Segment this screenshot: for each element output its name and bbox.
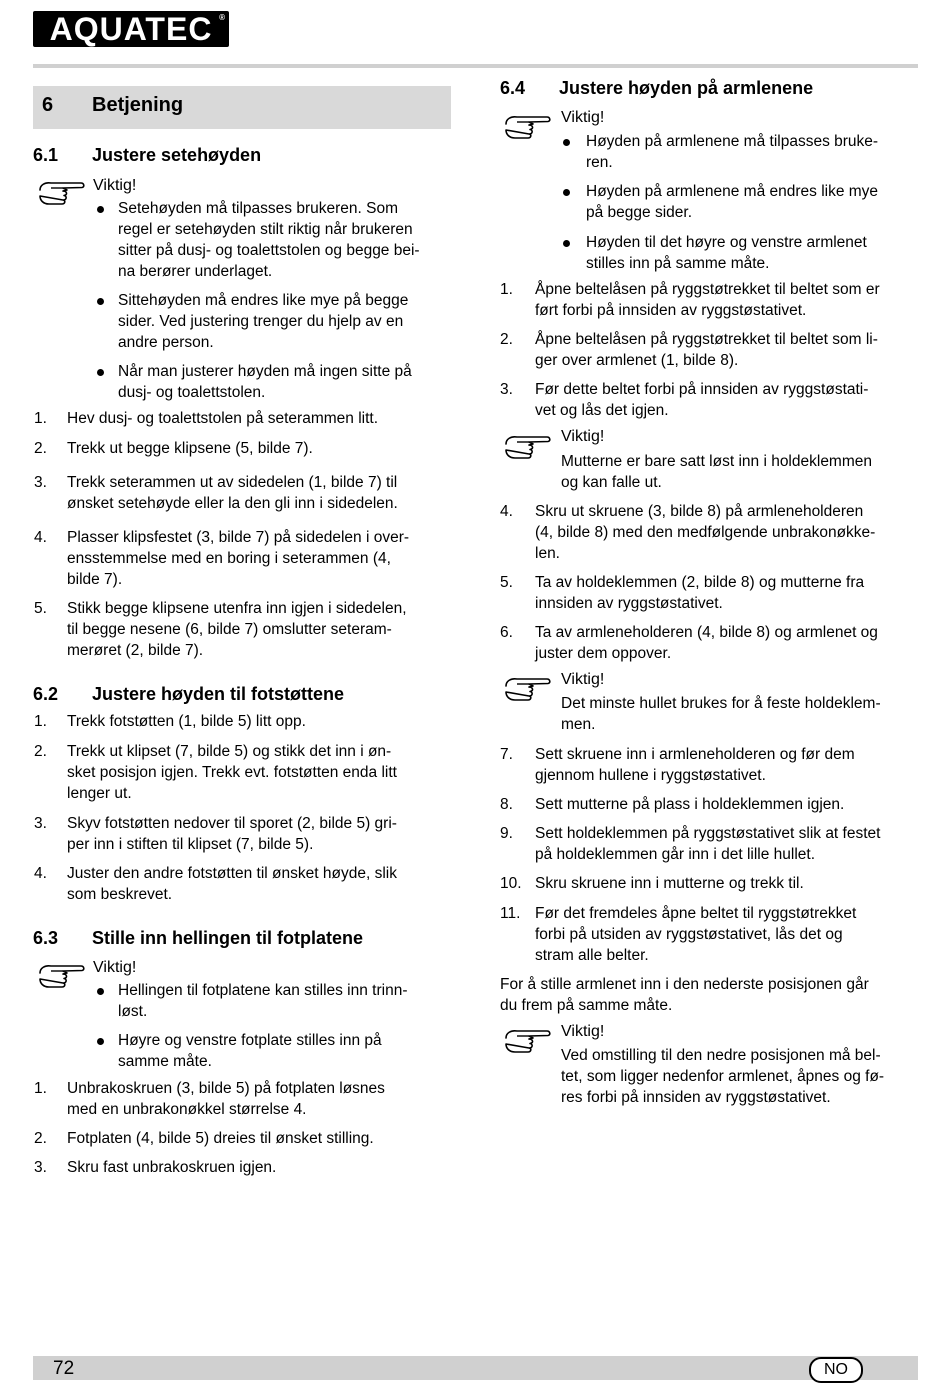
page-number: 72 xyxy=(53,1358,75,1379)
section-number: 6.4 xyxy=(500,78,526,98)
pointing-hand-icon xyxy=(503,112,553,142)
bullet-icon xyxy=(563,240,570,247)
section-number: 6.1 xyxy=(33,145,59,165)
language-badge: NO xyxy=(809,1357,863,1383)
step-number: 2. xyxy=(34,440,47,457)
step-text: Stikk begge klipsene utenfra inn igjen i sidedelen, til begge nesene (6, bilde 7) omslutter seteram- merøret (2, bilde 7). xyxy=(67,600,407,659)
step-text: Hev dusj- og toalettstolen på seterammen litt. xyxy=(67,410,379,427)
step-number: 10. xyxy=(500,875,522,892)
note-bullet: Høyden på armlenene må endres like mye på begge sider. xyxy=(586,183,879,221)
pointing-hand-icon xyxy=(37,178,87,208)
step-text: Skru fast unbrakoskruen igjen. xyxy=(67,1159,277,1176)
step-text: Ta av holdeklemmen (2, bilde 8) og mutterne fra innsiden av ryggstøstativet. xyxy=(535,574,865,612)
step-number: 1. xyxy=(34,410,47,427)
step-number: 4. xyxy=(34,529,47,546)
step-number: 3. xyxy=(34,815,47,832)
note-label: Viktig! xyxy=(93,959,137,976)
section-title: Stille inn hellingen til fotplatene xyxy=(92,928,364,948)
step-text: Før dette beltet forbi på innsiden av ryggstøstati- vet og lås det igjen. xyxy=(535,381,869,419)
note-text: Det minste hullet brukes for å feste holdeklem- men. xyxy=(561,695,881,733)
section-number: 6.3 xyxy=(33,928,59,948)
pointing-hand-icon xyxy=(37,961,87,991)
step-number: 5. xyxy=(34,600,47,617)
step-text: Skru skruene inn i mutterne og trekk til. xyxy=(535,875,804,892)
step-number: 9. xyxy=(500,825,513,842)
step-number: 4. xyxy=(34,865,47,882)
section-title: Justere setehøyden xyxy=(92,145,262,165)
note-bullet: Når man justerer høyden må ingen sitte på dusj- og toalettstolen. xyxy=(118,363,412,401)
step-text: Juster den andre fotstøtten til ønsket høyde, slik som beskrevet. xyxy=(67,865,397,903)
step-number: 3. xyxy=(500,381,513,398)
chapter-heading xyxy=(33,86,451,129)
step-number: 4. xyxy=(500,503,513,520)
note-bullet: Hellingen til fotplatene kan stilles inn trinn- løst. xyxy=(118,982,408,1020)
chapter-number: 6 xyxy=(42,94,54,116)
step-text: Trekk ut klipset (7, bilde 5) og stikk det inn i øn- sket posisjon igjen. Trekk evt. fotstøtten enda litt lenger ut. xyxy=(67,743,397,802)
step-number: 1. xyxy=(500,281,513,298)
note-label: Viktig! xyxy=(93,177,137,194)
step-number: 2. xyxy=(34,743,47,760)
step-number: 1. xyxy=(34,1080,47,1097)
note-label: Viktig! xyxy=(561,109,605,126)
bullet-icon xyxy=(97,298,104,305)
step-number: 2. xyxy=(34,1130,47,1147)
chapter-title: Betjening xyxy=(92,94,184,116)
note-text: Mutterne er bare satt løst inn i holdeklemmen og kan falle ut. xyxy=(561,453,872,491)
aquatec-logo xyxy=(33,11,229,47)
bullet-icon xyxy=(97,1038,104,1045)
step-number: 3. xyxy=(34,1159,47,1176)
bullet-icon xyxy=(97,369,104,376)
note-bullet: Sittehøyden må endres like mye på begge sider. Ved justering trenger du hjelp av en andre person. xyxy=(118,292,409,351)
footer-bar xyxy=(33,1356,918,1380)
note-bullet: Høyre og venstre fotplate stilles inn på samme måte. xyxy=(118,1032,382,1070)
step-text: Trekk seterammen ut av sidedelen (1, bilde 7) til ønsket setehøyde eller la den gli inn i sidedelen. xyxy=(67,474,398,512)
note-bullet: Høyden til det høyre og venstre armlenet stilles inn på samme måte. xyxy=(586,234,867,272)
note-bullet: Høyden på armlenene må tilpasses bruke- ren. xyxy=(586,133,879,171)
step-text: Sett mutterne på plass i holdeklemmen igjen. xyxy=(535,796,845,813)
pointing-hand-icon xyxy=(503,1026,553,1056)
step-number: 2. xyxy=(500,331,513,348)
step-number: 11. xyxy=(500,905,521,922)
registered-mark: ® xyxy=(219,13,226,22)
header-rule xyxy=(33,64,918,68)
step-text: Åpne beltelåsen på ryggstøtrekket til beltet som er ført forbi på innsiden av ryggstøstativet. xyxy=(535,281,880,319)
section-number: 6.2 xyxy=(33,684,59,704)
pointing-hand-icon xyxy=(503,432,553,462)
note-label: Viktig! xyxy=(561,671,605,688)
step-text: Trekk fotstøtten (1, bilde 5) litt opp. xyxy=(67,713,306,730)
note-text: Ved omstilling til den nedre posisjonen må bel- tet, som ligger nedenfor armlenet, åpnes og fø- res forbi på innsiden av ryggstøstativet. xyxy=(561,1047,885,1106)
section-title: Justere høyden på armlenene xyxy=(559,78,814,98)
step-number: 6. xyxy=(500,624,513,641)
step-number: 8. xyxy=(500,796,513,813)
step-text: Skyv fotstøtten nedover til sporet (2, bilde 5) gri- per inn i stiften til klipset (7, bilde 5). xyxy=(67,815,397,853)
step-text: Fotplaten (4, bilde 5) dreies til ønsket stilling. xyxy=(67,1130,374,1147)
step-text: Ta av armleneholderen (4, bilde 8) og armlenet og juster dem oppover. xyxy=(535,624,878,662)
bullet-icon xyxy=(97,206,104,213)
step-number: 7. xyxy=(500,746,513,763)
step-text: Plasser klipsfestet (3, bilde 7) på sidedelen i over- ensstemmelse med en boring i seterammen (4, bilde 7). xyxy=(67,529,410,588)
body-paragraph: For å stille armlenet inn i den nederste posisjonen går du frem på samme måte. xyxy=(500,976,869,1014)
step-text: Før det fremdeles åpne beltet til ryggstøtrekket forbi på utsiden av ryggstøstativet, lås det og stram alle belter. xyxy=(535,905,857,964)
pointing-hand-icon xyxy=(503,674,553,704)
step-text: Unbrakoskruen (3, bilde 5) på fotplaten løsnes med en unbrakonøkkel størrelse 4. xyxy=(67,1080,385,1118)
note-label: Viktig! xyxy=(561,1023,605,1040)
step-text: Sett holdeklemmen på ryggstøstativet slik at festet på holdeklemmen går inn i det lille hullet. xyxy=(535,825,881,863)
step-text: Trekk ut begge klipsene (5, bilde 7). xyxy=(67,440,313,457)
logo-text: AQUATEC xyxy=(49,11,213,47)
step-number: 5. xyxy=(500,574,513,591)
note-bullet: Setehøyden må tilpasses brukeren. Som regel er setehøyden stilt riktig når brukeren sitter på dusj- og toalettstolen og begge bei- na berører underlaget. xyxy=(118,200,420,280)
bullet-icon xyxy=(563,189,570,196)
step-text: Skru ut skruene (3, bilde 8) på armleneholderen (4, bilde 8) med den medfølgende unbrakonøkke- len. xyxy=(535,503,876,562)
step-text: Sett skruene inn i armleneholderen og før dem gjennom hullene i ryggstøstativet. xyxy=(535,746,855,784)
step-number: 1. xyxy=(34,713,47,730)
step-text: Åpne beltelåsen på ryggstøtrekket til beltet som li- ger over armlenet (1, bilde 8). xyxy=(535,331,878,369)
bullet-icon xyxy=(563,139,570,146)
note-label: Viktig! xyxy=(561,428,605,445)
section-title: Justere høyden til fotstøttene xyxy=(92,684,345,704)
bullet-icon xyxy=(97,988,104,995)
step-number: 3. xyxy=(34,474,47,491)
